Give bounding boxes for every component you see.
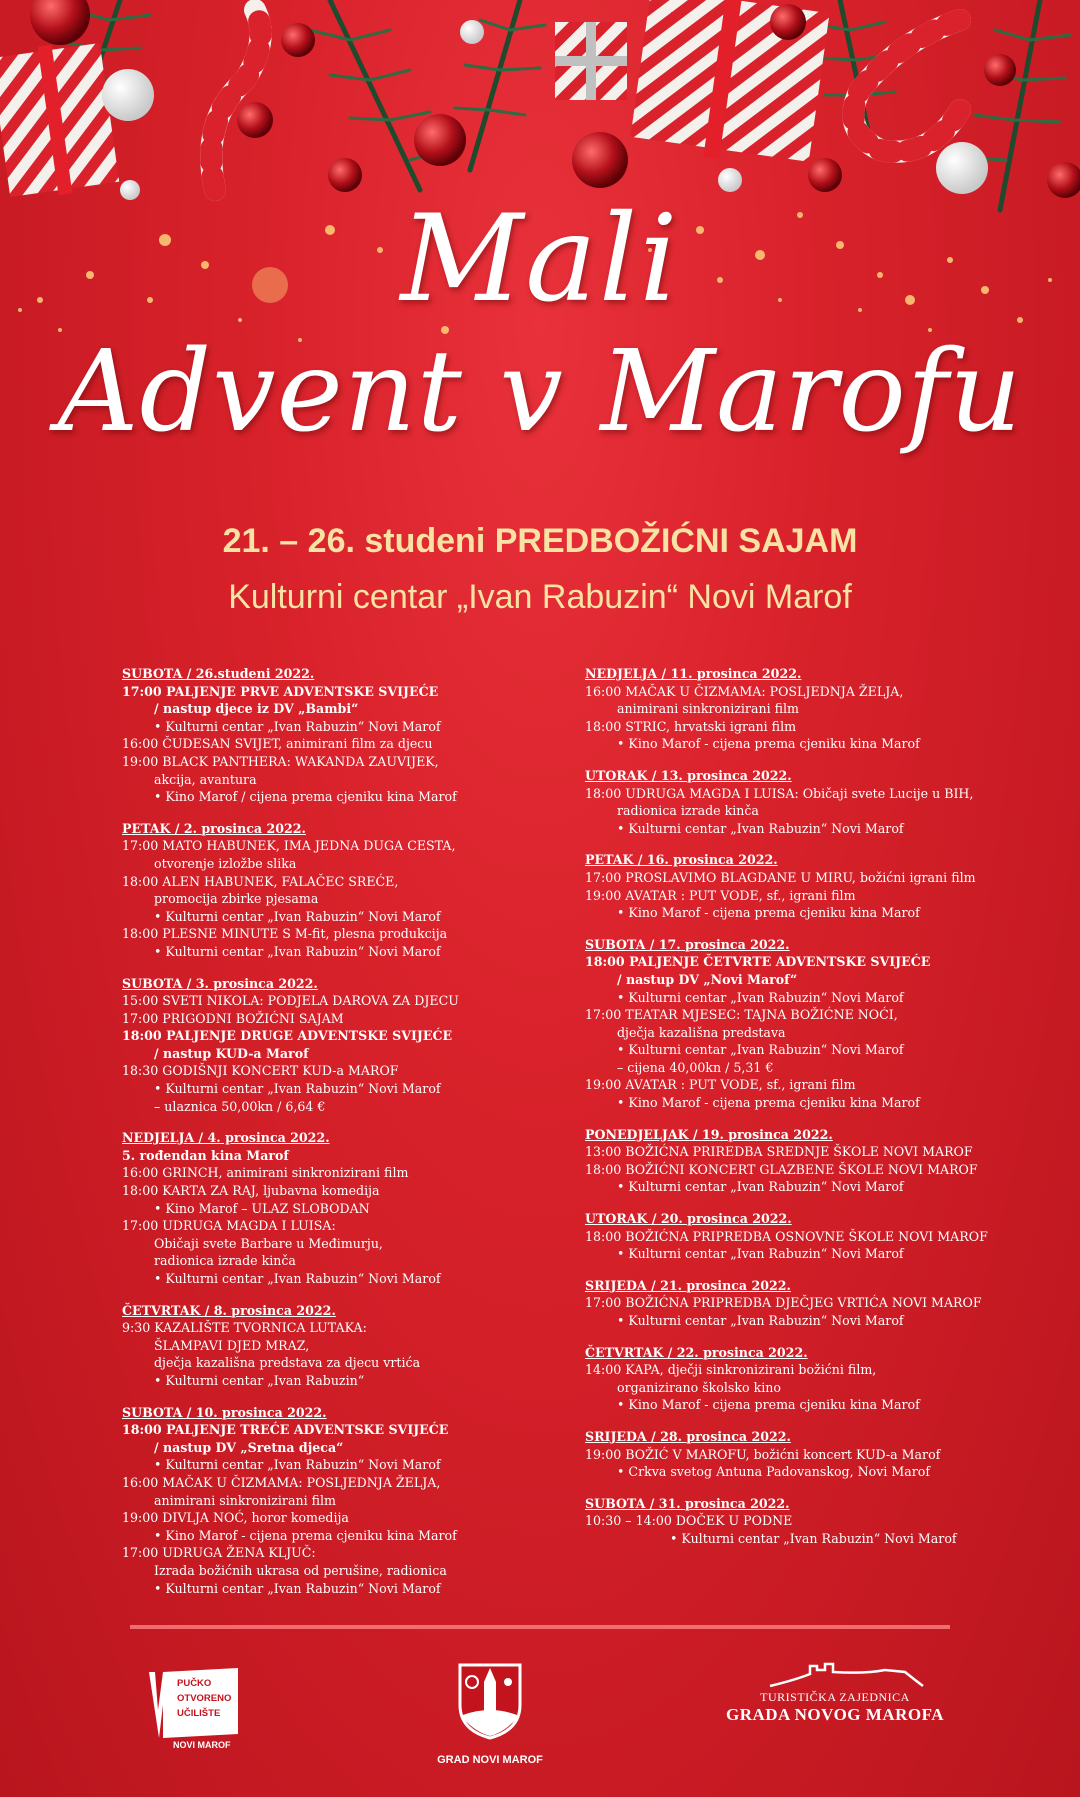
day-heading: SUBOTA / 10. prosinca 2022. — [122, 1404, 327, 1420]
event-line: Običaji svete Barbare u Međimurju, — [154, 1235, 383, 1251]
event-line: 17:00 BOŽIĆNA PRIPREDBA DJEČJEG VRTIĆA NOVI MAROF — [585, 1295, 982, 1311]
event-line: 18:00 BOŽIĆNI KONCERT GLAZBENE ŠKOLE NOVI MAROF — [585, 1161, 978, 1177]
day-heading: SUBOTA / 3. prosinca 2022. — [122, 975, 318, 991]
event-line: • Kulturni centar „Ivan Rabuzin“ Novi Marof — [154, 1457, 441, 1473]
event-line: • Kulturni centar „Ivan Rabuzin“ Novi Marof — [617, 820, 904, 836]
event-line: • Kulturni centar „Ivan Rabuzin“ Novi Marof — [154, 943, 441, 959]
event-line: animirani sinkronizirani film — [154, 1492, 336, 1508]
event-line: Izrada božićnih ukrasa od perušine, radionica — [154, 1562, 447, 1578]
day-heading: SUBOTA / 17. prosinca 2022. — [585, 936, 790, 952]
event-line: 13:00 BOŽIĆNA PRIREDBA SREDNJE ŠKOLE NOVI MAROF — [585, 1144, 973, 1160]
event-line: • Kino Marof / cijena prema cjeniku kina Marof — [154, 789, 457, 805]
event-line: / nastup KUD-a Marof — [154, 1045, 309, 1061]
event-line: • Kulturni centar „Ivan Rabuzin“ Novi Marof — [617, 1246, 904, 1262]
event-line: / nastup djece iz DV „Bambi“ — [154, 701, 359, 717]
event-line: / nastup DV „Novi Marof“ — [617, 971, 798, 987]
event-line: 17:00 MATO HABUNEK, IMA JEDNA DUGA CESTA, — [122, 838, 456, 854]
schedule-day — [122, 820, 552, 961]
day-heading: NEDJELJA / 4. prosinca 2022. — [122, 1130, 330, 1146]
schedule-day — [585, 1210, 1015, 1263]
schedule-day — [585, 1428, 1015, 1481]
event-line: – cijena 40,00kn / 5,31 € — [617, 1059, 774, 1075]
event-line: 18:00 ALEN HABUNEK, FALAČEC SREĆE, — [122, 873, 399, 889]
event-line: • Kulturni centar „Ivan Rabuzin“ Novi Marof — [617, 1179, 904, 1195]
event-line: akcija, avantura — [154, 771, 257, 787]
event-line: 19:00 DIVLJA NOĆ, horor komedija — [122, 1510, 349, 1526]
event-line: • Kulturni centar „Ivan Rabuzin“ Novi Marof — [154, 718, 441, 734]
event-line: – ulaznica 50,00kn / 6,64 € — [154, 1098, 326, 1114]
day-heading: PONEDJELJAK / 19. prosinca 2022. — [585, 1126, 833, 1142]
event-line: 14:00 KAPA, dječji sinkronizirani božićni film, — [585, 1362, 877, 1378]
event-line: otvorenje izložbe slika — [154, 855, 297, 871]
day-heading: ČETVRTAK / 22. prosinca 2022. — [585, 1344, 808, 1360]
footer-divider — [130, 1625, 950, 1629]
event-line: 16:00 ČUDESAN SVIJET, animirani film za djecu — [122, 736, 433, 752]
schedule-day — [585, 1344, 1015, 1414]
pou-logo — [145, 1668, 255, 1748]
title-line-1: Mali — [400, 190, 680, 329]
schedule-left-column — [122, 665, 552, 1611]
schedule-day — [585, 665, 1015, 753]
castle-outline-icon — [765, 1660, 925, 1688]
event-line: 18:00 UDRUGA MAGDA I LUISA: Običaji svete Lucije u BIH, — [585, 785, 974, 801]
schedule-day — [122, 975, 552, 1116]
event-line: 18:00 PLESNE MINUTE S M-fit, plesna produkcija — [122, 926, 448, 942]
event-line: • Kulturni centar „Ivan Rabuzin“ Novi Marof — [154, 1271, 441, 1286]
pou-line-3: UČILIŠTE — [177, 1708, 221, 1719]
day-heading: UTORAK / 13. prosinca 2022. — [585, 767, 792, 783]
event-line: 9:30 KAZALIŠTE TVORNICA LUTAKA: — [122, 1320, 367, 1336]
event-line: • Kulturni centar „Ivan Rabuzin“ Novi Marof — [154, 1580, 441, 1596]
event-line: 19:00 AVATAR : PUT VODE, sf., igrani film — [585, 887, 856, 903]
event-line: 16:00 GRINCH, animirani sinkronizirani film — [122, 1165, 409, 1181]
title-line-2: Advent v Marofu — [57, 327, 1023, 457]
event-line: 17:00 PALJENJE PRVE ADVENTSKE SVIJEĆE — [122, 683, 439, 699]
schedule-right-column — [585, 665, 1015, 1562]
tz-line-1: TURISTIČKA ZAJEDNICA — [760, 1690, 910, 1704]
grad-novi-marof-logo — [425, 1660, 555, 1770]
event-line: • Kulturni centar „Ivan Rabuzin“ Novi Marof — [617, 989, 904, 1005]
event-line: • Kino Marof - cijena prema cjeniku kina Marof — [617, 1397, 920, 1413]
day-heading: SUBOTA / 26.studeni 2022. — [122, 666, 315, 681]
event-line: • Kulturni centar „Ivan Rabuzin“ Novi Marof — [617, 1313, 904, 1328]
day-heading: SUBOTA / 31. prosinca 2022. — [585, 1495, 790, 1511]
event-line: • Kino Marof - cijena prema cjeniku kina Marof — [617, 1095, 920, 1111]
schedule-day — [585, 936, 1015, 1112]
event-line: 18:00 KARTA ZA RAJ, ljubavna komedija — [122, 1183, 380, 1199]
event-line: • Kulturni centar „Ivan Rabuzin“ Novi Marof — [670, 1530, 957, 1546]
pou-line-2: OTVORENO — [177, 1693, 232, 1704]
grad-label: GRAD NOVI MAROF — [437, 1754, 543, 1766]
event-line: • Crkva svetog Antuna Padovanskog, Novi Marof — [617, 1464, 931, 1480]
event-line: 15:00 SVETI NIKOLA: PODJELA DAROVA ZA DJECU — [122, 993, 459, 1009]
event-line: 18:00 STRIC, hrvatski igrani film — [585, 718, 797, 734]
event-line: 17:00 PROSLAVIMO BLAGDANE U MIRU, božićni igrani film — [585, 869, 976, 885]
event-line: • Kulturni centar „Ivan Rabuzin“ Novi Marof — [154, 908, 441, 924]
day-heading: PETAK / 2. prosinca 2022. — [122, 820, 306, 836]
schedule-day — [122, 1302, 552, 1390]
event-line: • Kulturni centar „Ivan Rabuzin“ — [154, 1372, 365, 1388]
event-line: 5. rođendan kina Marof — [122, 1147, 289, 1163]
event-line: radionica izrade kinča — [154, 1253, 296, 1269]
event-line: • Kulturni centar „Ivan Rabuzin“ Novi Marof — [617, 1042, 904, 1058]
event-line: organizirano školsko kino — [617, 1379, 781, 1395]
day-heading: UTORAK / 20. prosinca 2022. — [585, 1211, 792, 1227]
schedule-day — [122, 665, 552, 806]
event-line: dječja kazališna predstava — [617, 1024, 786, 1040]
event-line: 16:00 MAČAK U ČIZMAMA: POSLJEDNJA ŽELJA, — [122, 1474, 441, 1490]
schedule-day — [122, 1129, 552, 1287]
schedule-day — [585, 767, 1015, 837]
event-line: 17:00 UDRUGA ŽENA KLJUČ: — [122, 1545, 316, 1561]
event-line: 17:00 TEATAR MJESEC: TAJNA BOŽIĆNE NOĆI, — [585, 1007, 898, 1023]
day-heading: SRIJEDA / 21. prosinca 2022. — [585, 1277, 791, 1293]
event-line: • Kulturni centar „Ivan Rabuzin“ Novi Marof — [154, 1081, 441, 1097]
event-line: radionica izrade kinča — [617, 803, 759, 819]
schedule-day — [585, 1495, 1015, 1548]
schedule-day — [585, 1126, 1015, 1196]
event-line: 18:00 PALJENJE ČETVRTE ADVENTSKE SVIJEĆE — [585, 954, 931, 970]
event-line: promocija zbirke pjesama — [154, 891, 319, 907]
fair-dates: 21. – 26. studeni PREDBOŽIĆNI SAJAM — [222, 522, 858, 560]
pou-line-4: NOVI MAROF — [173, 1740, 231, 1750]
schedule-day — [585, 1277, 1015, 1330]
tz-logo — [725, 1690, 945, 1750]
event-line: • Kino Marof - cijena prema cjeniku kina Marof — [617, 736, 920, 752]
day-heading: ČETVRTAK / 8. prosinca 2022. — [122, 1302, 336, 1318]
day-heading: PETAK / 16. prosinca 2022. — [585, 852, 778, 868]
coat-of-arms-icon — [455, 1660, 525, 1740]
event-line: 17:00 PRIGODNI BOŽIĆNI SAJAM — [122, 1010, 344, 1026]
event-line: 16:00 MAČAK U ČIZMAMA: POSLJEDNJA ŽELJA, — [585, 683, 904, 699]
pou-line-1: PUČKO — [177, 1678, 212, 1689]
day-heading: SRIJEDA / 28. prosinca 2022. — [585, 1428, 791, 1444]
event-line: • Kino Marof - cijena prema cjeniku kina Marof — [154, 1527, 457, 1543]
schedule-day — [585, 851, 1015, 921]
event-line: 10:30 – 14:00 DOČEK U PODNE — [585, 1513, 793, 1529]
event-line: • Kino Marof - cijena prema cjeniku kina Marof — [617, 905, 920, 921]
event-line: 18:00 PALJENJE DRUGE ADVENTSKE SVIJEĆE — [122, 1028, 453, 1044]
venue: Kulturni centar „Ivan Rabuzin“ Novi Marof — [228, 578, 852, 616]
event-line: / nastup DV „Sretna djeca“ — [154, 1439, 344, 1455]
event-line: 17:00 UDRUGA MAGDA I LUISA: — [122, 1218, 336, 1234]
event-line: 18:00 BOŽIĆNA PRIPREDBA OSNOVNE ŠKOLE NOVI MAROF — [585, 1228, 988, 1244]
event-line: dječja kazališna predstava za djecu vrtića — [154, 1355, 421, 1371]
day-heading: NEDJELJA / 11. prosinca 2022. — [585, 666, 802, 681]
tz-line-2: GRADA NOVOG MAROFA — [726, 1705, 944, 1724]
event-title — [0, 190, 1080, 457]
event-line: 18:30 GODIŠNJI KONCERT KUD-a MAROF — [122, 1063, 399, 1079]
event-line: 18:00 PALJENJE TREĆE ADVENTSKE SVIJEĆE — [122, 1422, 449, 1438]
event-line: 19:00 BLACK PANTHERA: WAKANDA ZAUVIJEK, — [122, 753, 439, 769]
event-line: 19:00 BOŽIĆ V MAROFU, božićni koncert KUD-a Marof — [585, 1446, 941, 1462]
event-line: 19:00 AVATAR : PUT VODE, sf., igrani film — [585, 1077, 856, 1093]
event-line: ŠLAMPAVI DJED MRAZ, — [154, 1337, 310, 1353]
event-line: animirani sinkronizirani film — [617, 701, 799, 717]
event-line: • Kino Marof – ULAZ SLOBODAN — [154, 1200, 370, 1216]
schedule-day — [122, 1404, 552, 1598]
